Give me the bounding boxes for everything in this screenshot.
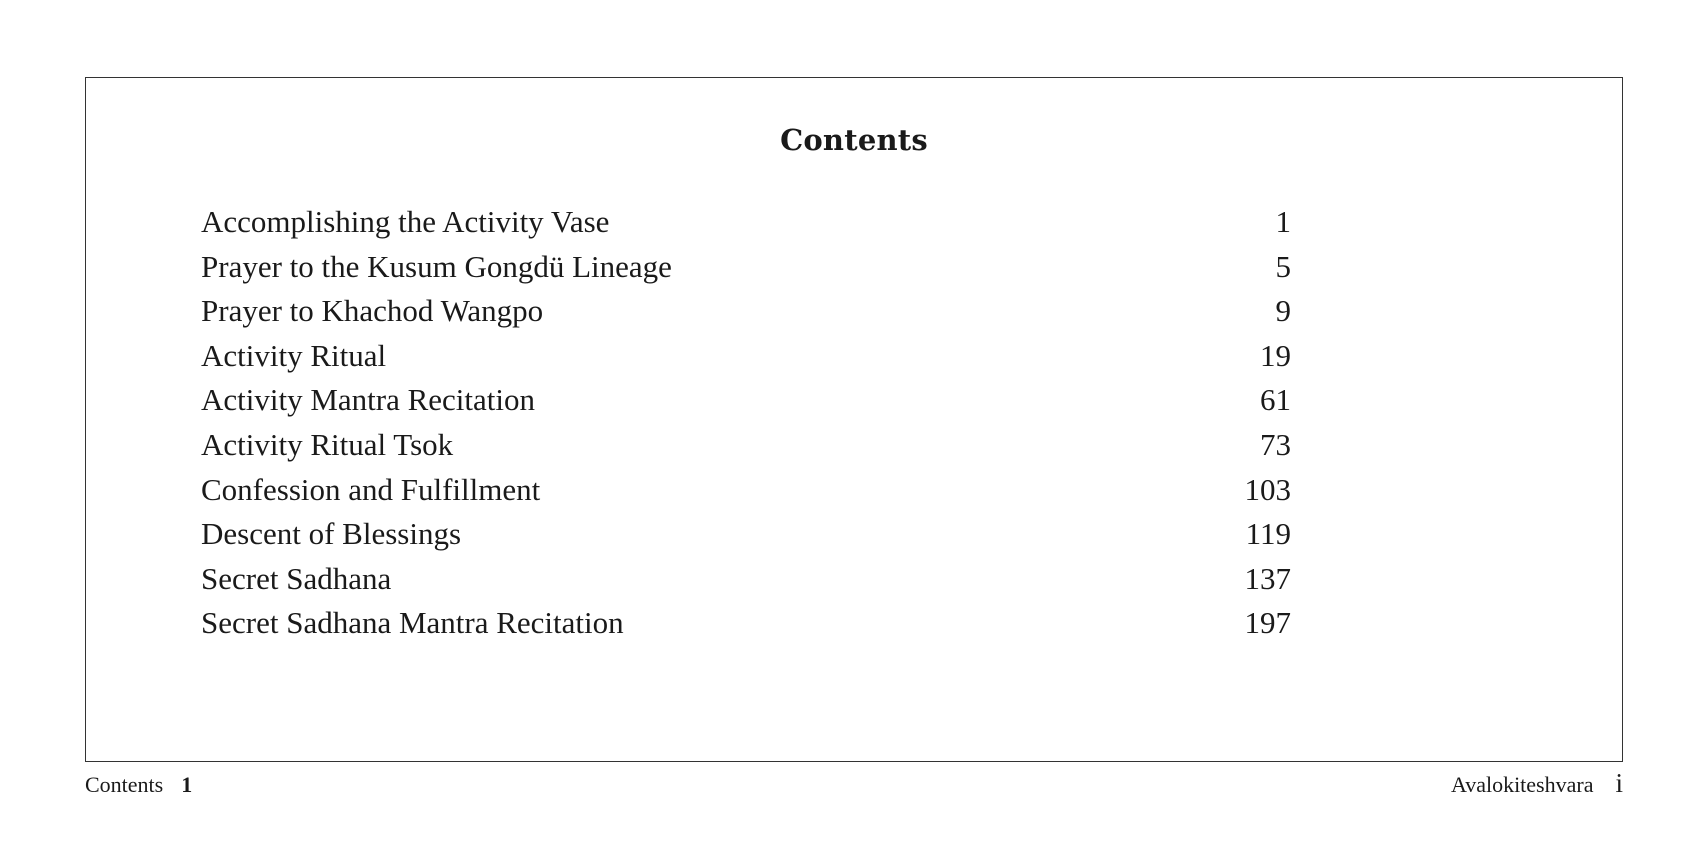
toc-entry-title: Secret Sadhana <box>201 560 392 596</box>
toc-entry[interactable] <box>201 378 1291 423</box>
table-of-contents <box>201 200 1291 646</box>
toc-entry-page: 61 <box>1260 382 1291 418</box>
toc-entry-title: Accomplishing the Activity Vase <box>201 204 610 239</box>
toc-entry[interactable] <box>201 200 1291 245</box>
toc-entry-page: 119 <box>1245 516 1291 552</box>
toc-entry-title: Activity Mantra Recitation <box>201 382 536 418</box>
toc-entry-title: Activity Ritual <box>201 337 387 373</box>
toc-entry[interactable] <box>201 468 1291 513</box>
toc-entry-page: 197 <box>1244 605 1291 641</box>
toc-entry-title: Prayer to Khachod Wangpo <box>201 293 544 329</box>
footer-page-number: i <box>1615 768 1623 798</box>
toc-entry-title: Confession and Fulfillment <box>201 471 541 507</box>
toc-entry-title: Secret Sadhana Mantra Recitation <box>201 605 624 641</box>
toc-entry[interactable] <box>201 512 1291 557</box>
footer-section-label: Contents <box>85 772 164 797</box>
footer-right <box>1451 768 1623 799</box>
toc-entry[interactable] <box>201 289 1291 334</box>
toc-entry-page: 137 <box>1244 560 1291 596</box>
toc-entry[interactable] <box>201 423 1291 468</box>
toc-entry-page: 1 <box>1275 204 1291 239</box>
toc-entry[interactable] <box>201 557 1291 602</box>
page-title: Contents <box>780 123 928 157</box>
footer-book-title: Avalokiteshvara <box>1450 772 1594 797</box>
toc-entry-page: 73 <box>1260 426 1291 462</box>
toc-entry-title: Descent of Blessings <box>201 516 462 552</box>
toc-entry-page: 103 <box>1244 471 1291 507</box>
toc-entry-page: 5 <box>1275 248 1291 284</box>
toc-entry[interactable] <box>201 245 1291 290</box>
toc-entry-page: 9 <box>1275 293 1291 329</box>
page-frame <box>85 77 1623 762</box>
toc-entry-page: 19 <box>1260 337 1291 373</box>
toc-entry-title: Activity Ritual Tsok <box>201 426 454 462</box>
footer-section-number: 1 <box>181 772 193 797</box>
toc-entry-title: Prayer to the Kusum Gongdü Lineage <box>201 248 672 284</box>
toc-entry[interactable] <box>201 334 1291 379</box>
toc-entry[interactable] <box>201 601 1291 646</box>
footer-left <box>85 772 192 798</box>
